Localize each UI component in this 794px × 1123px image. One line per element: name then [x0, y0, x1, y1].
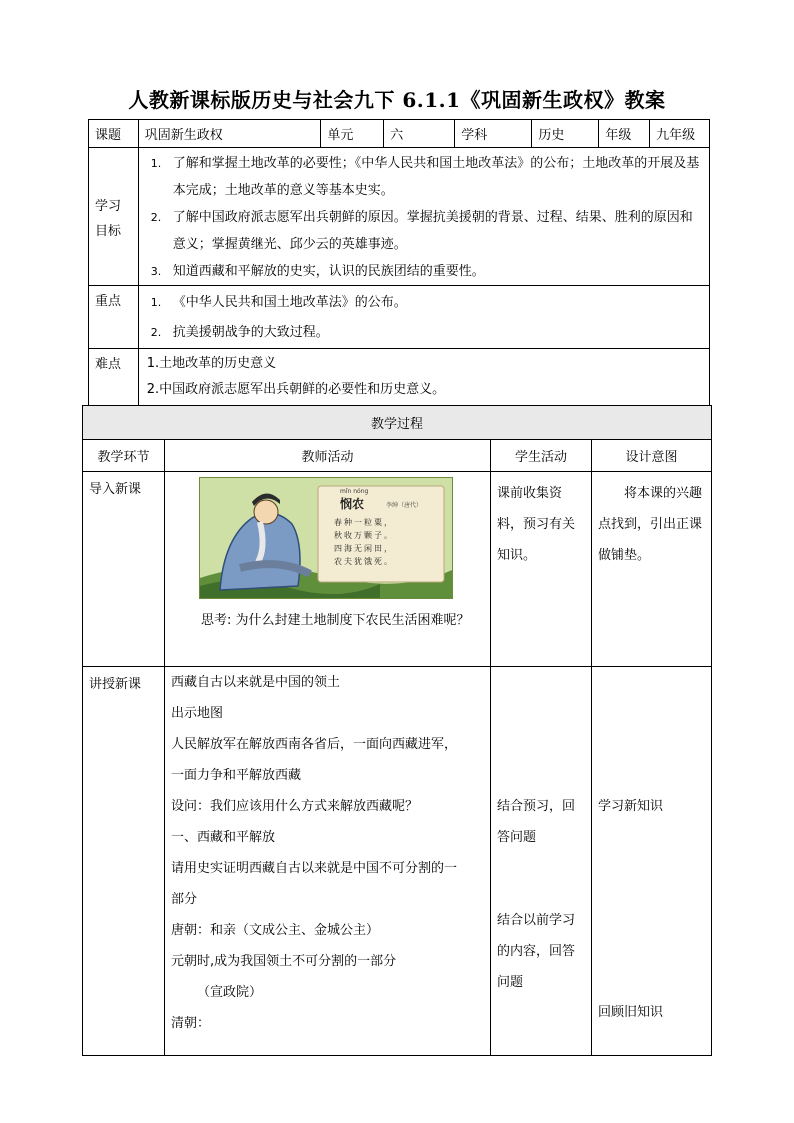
intro-student — [491, 472, 592, 667]
lecture-line: 一面力争和平解放西藏 — [171, 768, 302, 783]
lecture-intent-text-2: 回顾旧知识 — [598, 1005, 664, 1020]
process-header: 教学过程 — [83, 406, 712, 440]
intro-stage: 导入新课 — [83, 472, 165, 667]
lecture-student-text-1: 结合预习，回答问题 — [497, 799, 576, 845]
lecture-stage: 讲授新课 — [83, 667, 165, 1056]
objectives-label — [89, 148, 139, 286]
lesson-info-table — [88, 119, 710, 407]
grade-label: 年级 — [599, 120, 650, 148]
poem-line: 春种一粒粟， — [334, 518, 394, 527]
lecture-line: 人民解放军在解放西南各省后，一面向西藏进军， — [171, 737, 458, 752]
intro-teacher — [165, 472, 491, 667]
teaching-process-table — [82, 405, 712, 1056]
intro-question: 思考: 为什么封建土地制度下农民生活困难呢？ — [201, 613, 470, 628]
lecture-line: 西藏自古以来就是中国的领土 — [171, 675, 341, 690]
lecture-line: （宣政院） — [197, 985, 263, 1000]
objectives-label-line2: 目标 — [95, 223, 122, 239]
col-student: 学生活动 — [491, 440, 592, 472]
poem-lines — [334, 516, 394, 568]
poem-illustration — [199, 477, 453, 599]
poem-pinyin: mǐn nóng — [340, 488, 369, 495]
poem-line: 秋收万颗子。 — [334, 531, 394, 540]
topic-value: 巩固新生政权 — [138, 120, 321, 148]
subject-label: 学科 — [455, 120, 532, 148]
objective-item: 3. 知道西藏和平解放的史实，认识的民族团结的重要性。 — [150, 264, 485, 279]
objective-item: 2. 了解中国政府派志愿军出兵朝鲜的原因。掌握抗美援朝的背景、过程、结果、胜利的原因和意义；掌握黄继光、邱少云的英雄事迹。 — [150, 210, 693, 252]
difficulty-item: 1.土地改革的历史意义 — [146, 356, 277, 371]
intro-intent-text: 将本课的兴趣点找到，引出正课做铺垫。 — [598, 486, 703, 563]
col-teacher: 教师活动 — [165, 440, 491, 472]
poem-title: 悯农 — [340, 497, 365, 511]
lecture-student-text-2: 结合以前学习的内容，回答问题 — [497, 913, 576, 990]
lecture-line: 元朝时,成为我国领土不可分割的一部分 — [171, 954, 397, 969]
difficulties-label: 难点 — [89, 349, 139, 407]
unit-value: 六 — [384, 120, 455, 148]
lecture-intent-text-1: 学习新知识 — [598, 799, 664, 814]
subject-value: 历史 — [532, 120, 599, 148]
poem-author: 李绅（唐代） — [386, 502, 423, 509]
objectives-content — [138, 148, 709, 286]
intro-student-text: 课前收集资料，预习有关知识。 — [497, 486, 576, 563]
lecture-line: 出示地图 — [171, 706, 224, 721]
objective-item: 1. 了解和掌握土地改革的必要性；《中华人民共和国土地改革法》的公布；土地改革的开展及基本完成；土地改革的意义等基本史实。 — [150, 156, 700, 198]
lecture-line: 一、西藏和平解放 — [171, 830, 276, 845]
key-point-item: 1. 《中华人民共和国土地改革法》的公布。 — [150, 295, 407, 310]
lecture-line: 唐朝：和亲（文成公主、金城公主） — [171, 923, 380, 938]
intro-intent — [592, 472, 712, 667]
poet-figure-image — [200, 478, 452, 598]
objectives-label-line1: 学习 — [95, 198, 122, 214]
unit-label: 单元 — [321, 120, 384, 148]
key-points-content — [138, 286, 709, 349]
poem-line: 农夫犹饿死。 — [334, 557, 394, 566]
poem-line: 四海无闲田， — [334, 544, 394, 553]
key-point-item: 2. 抗美援朝战争的大致过程。 — [150, 325, 329, 340]
lecture-intent — [592, 667, 712, 1056]
lecture-teacher — [165, 667, 491, 1056]
grade-value: 九年级 — [650, 120, 710, 148]
lecture-line: 请用史实证明西藏自古以来就是中国不可分割的一 — [171, 861, 458, 876]
difficulties-content — [138, 349, 709, 407]
key-points-label: 重点 — [89, 286, 139, 349]
document-title: 人教新课标版历史与社会九下 6.1.1《巩固新生政权》教案 — [128, 88, 666, 112]
topic-label: 课题 — [89, 120, 139, 148]
lecture-student — [491, 667, 592, 1056]
col-stage: 教学环节 — [83, 440, 165, 472]
lecture-line: 清朝： — [171, 1016, 211, 1031]
col-intent: 设计意图 — [592, 440, 712, 472]
lecture-line: 设问：我们应该用什么方式来解放西藏呢？ — [171, 799, 419, 814]
difficulty-item: 2.中国政府派志愿军出兵朝鲜的必要性和历史意义。 — [146, 382, 446, 397]
lecture-line: 部分 — [171, 892, 198, 907]
